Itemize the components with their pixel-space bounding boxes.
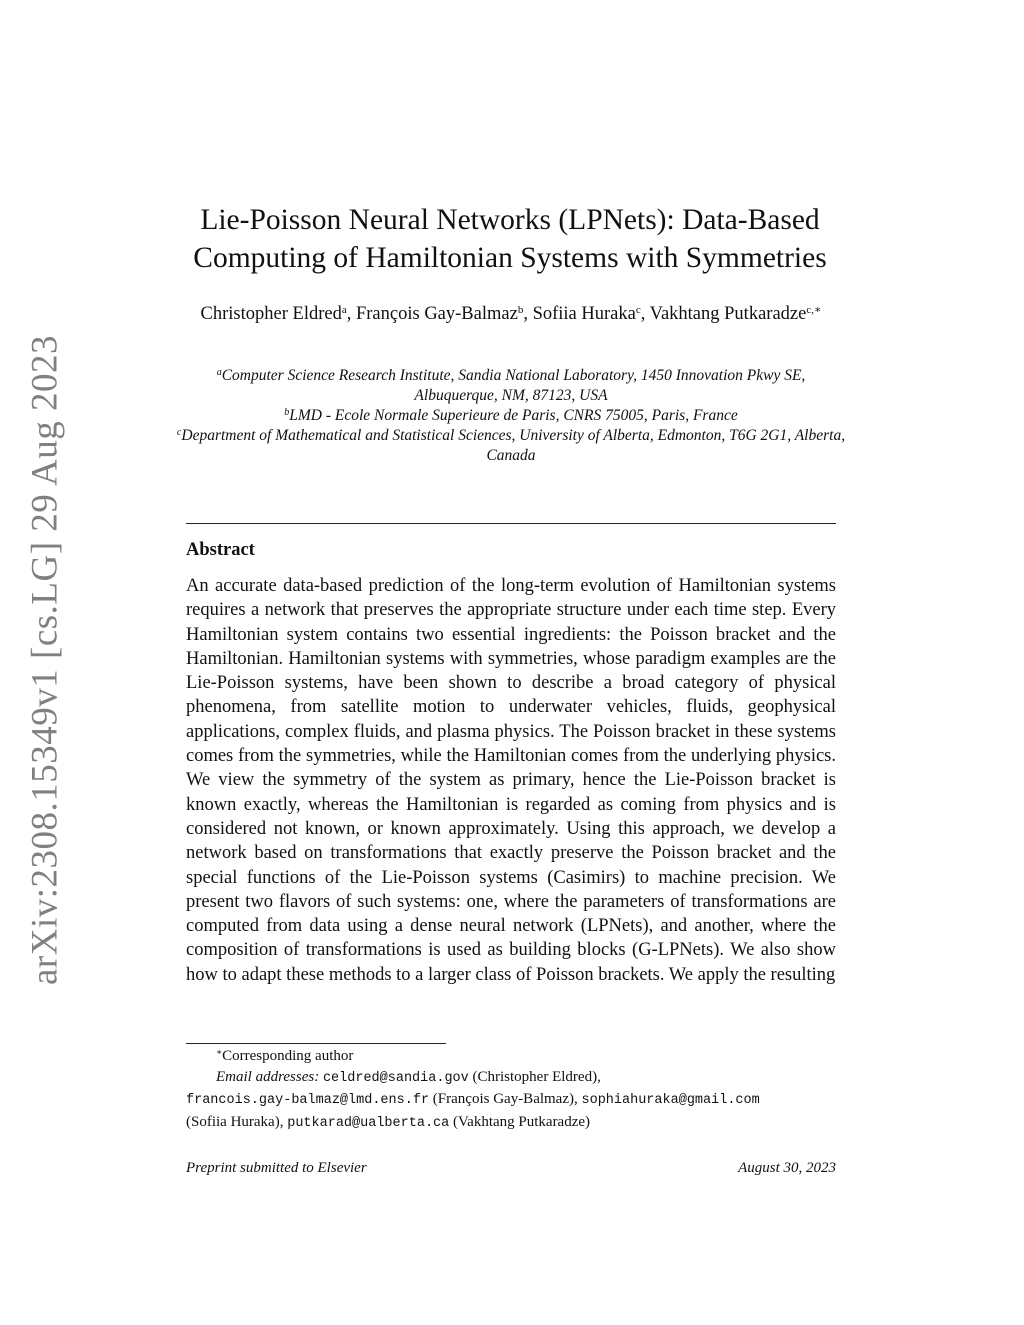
footnote-divider — [186, 1043, 446, 1044]
section-divider — [186, 523, 836, 524]
author-affiliation-mark: a — [341, 304, 347, 316]
author-affiliation-mark: b — [517, 304, 524, 316]
affiliation-text: Computer Science Research Institute, Sandia National Laboratory, 1450 Innovation Pkwy SE, Albuquerque, NM, 87123, USA — [221, 367, 806, 404]
author-name: Christopher Eldred — [200, 304, 342, 324]
author-list: Christopher Eldred$^a$, François Gay-Balmaz$^b$, Sofiia Huraka$^c$, Vakhtang Putkaradze$^{c,∗}$ — [200, 304, 822, 324]
footer-journal: Preprint submitted to Elsevier — [186, 1160, 367, 1176]
corresponding-mark: ∗ — [216, 1047, 223, 1057]
author-affiliation-mark: c — [635, 304, 641, 316]
affiliation-list — [176, 366, 846, 466]
corresponding-author-note: ∗Corresponding author — [216, 1047, 354, 1064]
author-affiliation-mark: c,∗ — [806, 304, 822, 316]
footnotes — [186, 1046, 836, 1134]
affiliation-b — [176, 406, 846, 426]
affiliation-mark: c — [176, 427, 182, 438]
email-link[interactable]: sophiahuraka@gmail.com — [581, 1093, 760, 1108]
footer-date: August 30, 2023 — [738, 1160, 836, 1176]
affiliation-text: Department of Mathematical and Statistical Sciences, University of Alberta, Edmonton, T6G 2G1, Alberta, Canada — [181, 427, 846, 464]
email-addresses: Email addresses: celdred@sandia.gov (Christopher Eldred), francois.gay-balmaz@lmd.ens.fr (François Gay-Balmaz), sophiahuraka@gmail.com (Sofiia Huraka), putkarad@ualberta.ca (Vakhtang Putkaradze) — [186, 1068, 760, 1131]
arxiv-identifier-sidebar: arXiv:2308.15349v1 [cs.LG] 29 Aug 2023 — [24, 335, 66, 985]
paper-title — [150, 201, 870, 277]
abstract-text: An accurate data-based prediction of the long-term evolution of Hamiltonian systems requires a network that preserves the appropriate structure under each time step. Every Hamiltonian system contains two essential ingredients: the Poisson bracket and the Hamiltonian. Hamiltonian systems with symmetries, whose paradigm examples are the Lie-Poisson systems, have been shown to describe a broad category of physical phenomena, from satellite motion to underwater vehicles, fluids, geophysical applications, complex fluids, and plasma physics. The Poisson bracket in these systems comes from the symmetries, while the Hamiltonian comes from the underlying physics. We view the symmetry of the system as primary, hence the Lie-Poisson bracket is known exactly, whereas the Hamiltonian is regarded as coming from physics and is considered not known, or known approximately. Using this approach, we develop a network based on transformations that exactly preserve the Poisson bracket and the special functions of the Lie-Poisson systems (Casimirs) to machine precision. We present two flavors of such systems: one, where the parameters of transformations are computed from data using a dense neural network (LPNets), and another, where the composition of transformations is used as building blocks (G-LPNets). We also show how to adapt these methods to a larger class of Poisson brackets. We apply the resulting — [186, 576, 836, 985]
author-name: Sofiia Huraka — [532, 304, 636, 324]
title-line-1: Lie-Poisson Neural Networks (LPNets): Data-Based — [200, 204, 820, 236]
email-link[interactable]: celdred@sandia.gov — [322, 1070, 469, 1086]
abstract-heading: Abstract — [186, 540, 255, 560]
affiliation-c — [176, 426, 846, 466]
author-name: François Gay-Balmaz — [355, 304, 518, 324]
affiliation-a — [176, 366, 846, 406]
email-label: Email addresses: — [216, 1068, 320, 1085]
page-footer — [186, 1160, 836, 1177]
affiliation-mark: a — [216, 367, 222, 378]
email-link[interactable]: francois.gay-balmaz@lmd.ens.fr — [186, 1093, 430, 1108]
title-line-2: Computing of Hamiltonian Systems with Symmetries — [193, 242, 827, 274]
affiliation-mark: b — [284, 407, 290, 418]
email-link[interactable]: putkarad@ualberta.ca — [287, 1115, 450, 1131]
affiliation-text: LMD - Ecole Normale Superieure de Paris, CNRS 75005, Paris, France — [289, 407, 738, 424]
author-name: Vakhtang Putkaradze — [649, 304, 807, 324]
